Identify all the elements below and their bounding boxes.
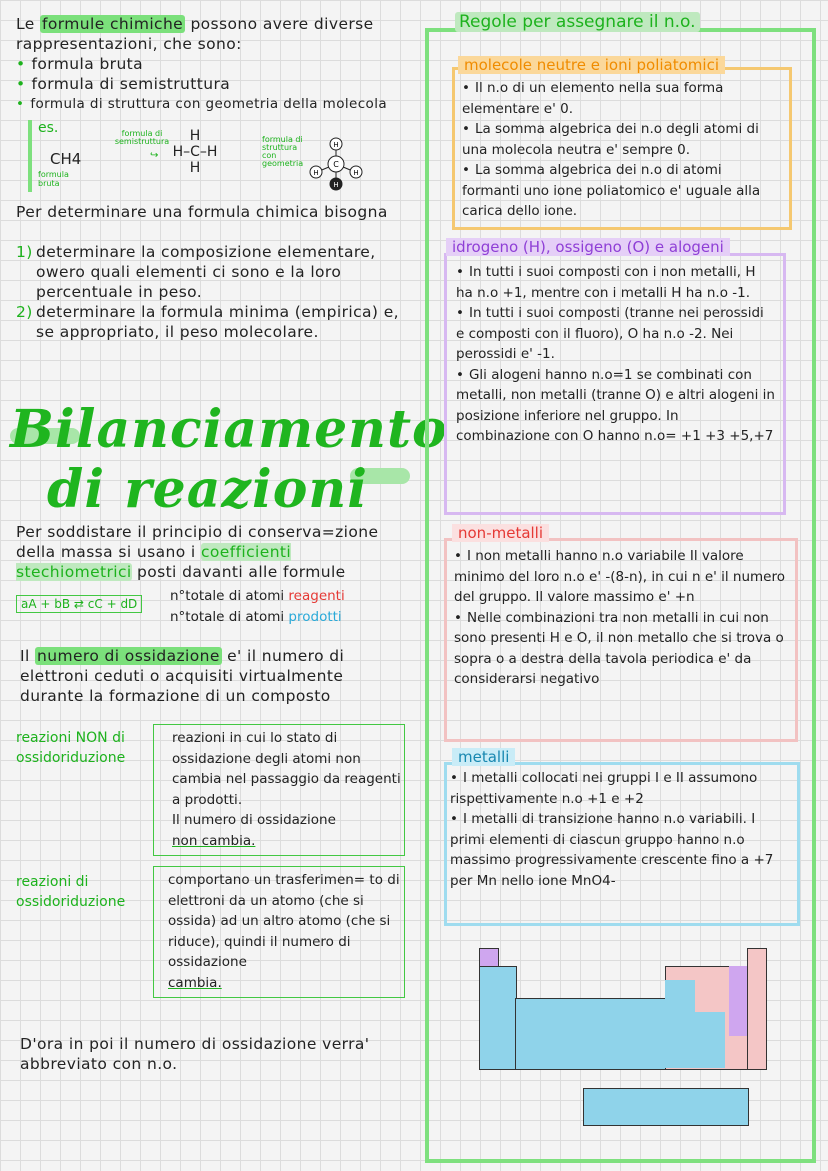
- pt-d-block: [515, 998, 667, 1070]
- formula-bruta: CH4: [50, 150, 82, 168]
- pt-halogens: [729, 966, 747, 1036]
- sec3-title: non-metalli: [452, 524, 549, 542]
- label-reazioni-ox: reazioni di ossidoriduzione: [16, 874, 126, 910]
- equation-box: aA + bB ⇄ cC + dD: [16, 595, 142, 613]
- svg-text:C: C: [333, 160, 339, 169]
- methane-geometry-icon: [306, 136, 366, 192]
- sec2-list: • In tutti i suoi composti con i non metalli, H ha n.o +1, mentre con i metalli H ha n.o -1. • In tutti i suoi composti (tranne nei perossidi e composti con il fluoro), O ha n.o -2. Nei perossidi e' -1. • Gli alogeni hanno n.o=1 se combinati con metalli, non metalli (tranne O) e altri alogeni in posizione inferiore nel gruppo. In combinazione con O hanno n.o= +1 +3 +5,+7: [456, 262, 776, 447]
- title-line-2: di reazioni: [47, 459, 368, 520]
- pt-p-metals-1: [665, 980, 695, 1068]
- struttura-caption: formula di struttura con geometria: [262, 135, 304, 168]
- svg-text:H: H: [353, 169, 359, 177]
- es-label: es.: [38, 120, 59, 136]
- arrow-icon: ↪: [150, 150, 159, 161]
- steps-list: [16, 242, 408, 342]
- sec1-title: molecole neutre e ioni poliatomici: [458, 56, 725, 74]
- sec4-title: metalli: [452, 748, 515, 766]
- determinare-intro: Per determinare una formula chimica bisogna: [16, 203, 388, 221]
- svg-text:H: H: [313, 169, 319, 177]
- formula-bruta-caption: formula bruta: [38, 170, 69, 188]
- pt-s-block: [479, 966, 517, 1070]
- step-1: 1) determinare la composizione elementare, owero quali elementi ci sono e la loro percentuale in peso.: [16, 243, 376, 301]
- sec3-list: • I non metalli hanno n.o variabile Il valore minimo del loro n.o e' -(8-n), in cui n e' il numero del gruppo. Il valore massimo e' +n • Nelle combinazioni tra non metalli in cui non sono presenti H e O, il non metallo che si trova o sopra o a destra della tavola periodica e' da considerarsi negativo: [454, 546, 788, 690]
- rules-header: Regole per assegnare il n.o.: [455, 12, 700, 32]
- pt-f-block: [583, 1088, 749, 1126]
- pt-h-cell: [479, 948, 499, 968]
- highlight-coefficienti: coefficienti stechiometrici: [16, 543, 292, 581]
- totals: n°totale di atomi reagenti n°totale di atomi prodotti: [170, 588, 345, 625]
- semistruttura-caption: formula di semistruttura: [114, 129, 170, 146]
- abbreviazione-note: D'ora in poi il numero di ossidazione verra' abbreviato con n.o.: [20, 1035, 370, 1073]
- numero-ossidazione-paragraph: Il numero di ossidazione e' il numero di elettroni ceduti o acquisiti virtualmente durante la formazione di un composto: [20, 647, 345, 705]
- intro-paragraph: Le formule chimiche possono avere diverse rappresentazioni, che sono:: [16, 15, 374, 53]
- sec2-title: idrogeno (H), ossigeno (O) e alogeni: [446, 238, 730, 256]
- reazioni-ox-text: comportano un trasferimen= to di elettroni da un atomo (che si ossida) ad un altro atomo (che si riduce), quindi il numero di ossidazione cambia.: [168, 872, 400, 991]
- svg-text:H: H: [333, 141, 339, 149]
- section-title: [10, 399, 448, 520]
- sec1-list: • Il n.o di un elemento nella sua forma elementare e' 0. • La somma algebrica dei n.o degli atomi di una molecola neutra e' sempre 0. • La somma algebrica dei n.o di atomi formanti uno ione poliatomico e' uguale alla carica dello ione.: [462, 78, 782, 222]
- semistruttura-formula: H H–C–H H: [172, 128, 218, 176]
- highlight-formule-chimiche: formule chimiche: [42, 15, 184, 33]
- sec4-list: • I metalli collocati nei gruppi I e II assumono rispettivamente n.o +1 e +2 • I metalli di transizione hanno n.o variabili. I primi elementi di ciascun gruppo hanno n.o massimo progressivamente crescente fino a +7 per Mn nello ione MnO4-: [450, 768, 790, 891]
- intro-text: [16, 14, 411, 115]
- pt-noble-gases: [747, 948, 767, 1070]
- pt-p-metals-2: [695, 1012, 725, 1068]
- bullet-formula-semistruttura: • formula di semistruttura: [16, 74, 411, 94]
- conservazione-paragraph: Per soddistare il principio di conserva=zione della massa si usano i coefficienti stechiometrici posti davanti alle formule: [16, 523, 379, 581]
- step-2: 2) determinare la formula minima (empirica) e, se appropriato, il peso molecolare.: [16, 303, 399, 341]
- reazioni-non-text: reazioni in cui lo stato di ossidazione degli atomi non cambia nel passaggio da reagenti a prodotti. Il numero di ossidazione non cambia.: [172, 730, 401, 849]
- bullet-formula-struttura: • formula di struttura con geometria della molecola: [16, 94, 411, 115]
- svg-text:H: H: [333, 181, 339, 189]
- example-bar: [28, 120, 32, 192]
- bullet-formula-bruta: • formula bruta: [16, 54, 411, 74]
- highlight-numero-ossidazione: numero di ossidazione: [37, 647, 220, 665]
- title-line-1: Bilanciamento: [10, 399, 448, 460]
- label-reazioni-non: reazioni NON di ossidoriduzione: [16, 730, 126, 766]
